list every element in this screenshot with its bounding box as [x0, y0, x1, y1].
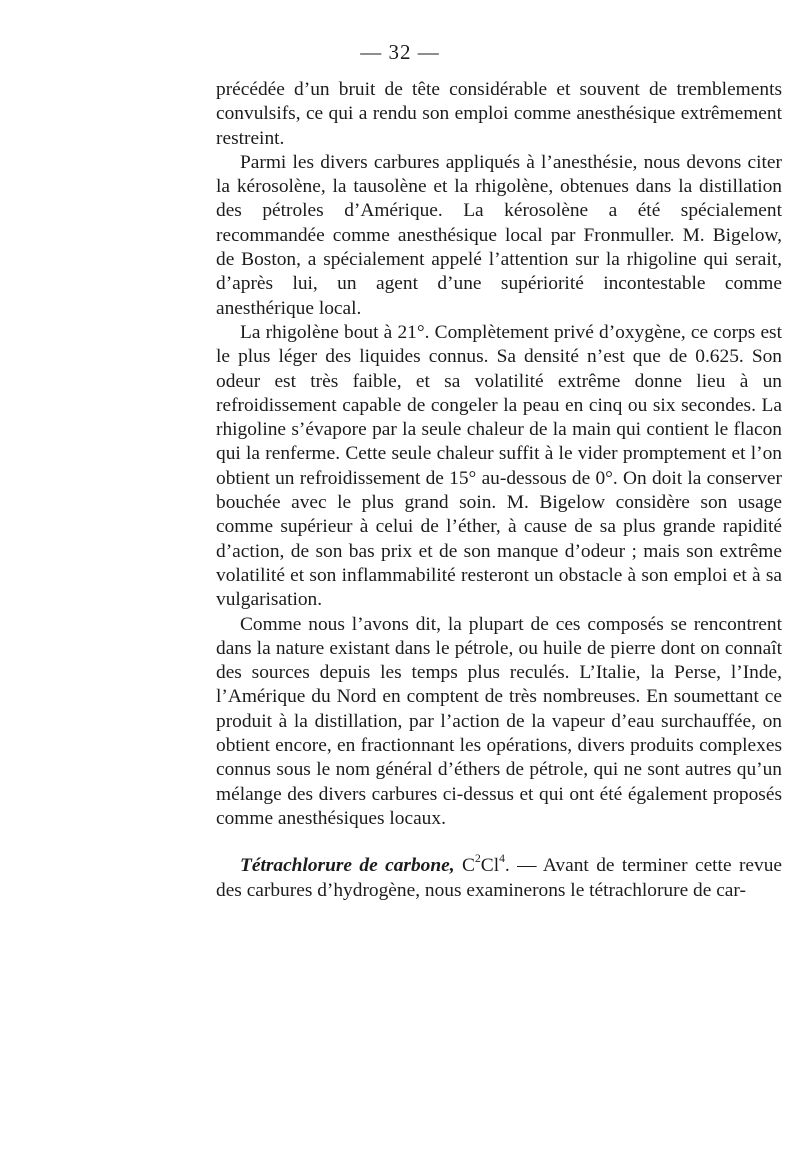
- paragraph-rhigolene: La rhigolène bout à 21°. Complètement privé d’oxygène, ce corps est le plus léger des liquides connus. Sa densité n’est que de 0.625. Son odeur est très faible, et sa volatilité extrême donne lieu à un refroidissement capable de congeler la peau en cinq ou six secondes. La rhigoline s’évapore par la seule chaleur de la main qui contient le flacon qui la renferme. Cette seule chaleur suffit à le vider promptement et l’on obtient un refroidissement de 15° au-dessous de 0°. On doit la conserver bouchée avec le plus grand soin. M. Bigelow considère son usage comme supérieur à celui de l’éther, à cause de sa plus grande rapidité d’action, de son bas prix et de son manque d’odeur ; mais son extrême volatilité et son inflammabilité resteront un obstacle à son emploi et à sa vulgarisation.: [216, 321, 782, 611]
- paragraph-continuation: précédée d’un bruit de tête considérable et souvent de tremblements convulsifs, ce qui a rendu son emploi comme anesthésique extrêmement restreint.: [216, 79, 782, 149]
- formula-chlorine: Cl: [480, 855, 500, 877]
- formula-carbon: C: [462, 855, 475, 877]
- section-tetrachlorure: [216, 854, 782, 903]
- body-text: [216, 78, 782, 903]
- paragraph-petrole: Comme nous l’avons dit, la plupart de ces composés se rencontrent dans la nature existant dans le pétrole, ou huile de pierre dont on connaît des sources depuis les temps plus reculés. L’Italie, la Perse, l’Inde, l’Amérique du Nord en comptent de très nombreuses. En soumettant ce produit à la distillation, par l’action de la vapeur d’eau surchauffée, on obtient encore, en fractionnant les opérations, divers produits complexes connus sous le nom général d’éthers de pétrole, qui ne sont autres qu’un mélange des divers carbures ci-dessus et qui ont été également proposés comme anesthésiques locaux.: [216, 613, 782, 829]
- section-gap: [216, 831, 782, 854]
- formula-carbon-index: 2: [474, 852, 481, 865]
- section-heading: Tétrachlorure de carbone,: [240, 855, 455, 877]
- chemical-formula: [462, 852, 505, 877]
- formula-chlorine-index: 4: [499, 852, 505, 865]
- page-number: — 32 —: [360, 40, 440, 64]
- paragraph-carbures: Parmi les divers carbures appliqués à l’anesthésie, nous devons citer la kérosolène, la tausolène et la rhigolène, obtenues dans la distillation des pétroles d’Amérique. La kérosolène a été spécialement recommandée comme anesthésique local par Fronmuller. M. Bigelow, de Boston, a spécialement appelé l’attention sur la rhigoline qui serait, d’après lui, un agent d’une supériorité incontestable comme anesthérique local.: [216, 151, 782, 319]
- section-text: . — Avant de terminer cette revue des carbures d’hydrogène, nous examinerons le tétrachlorure de car-: [216, 855, 783, 901]
